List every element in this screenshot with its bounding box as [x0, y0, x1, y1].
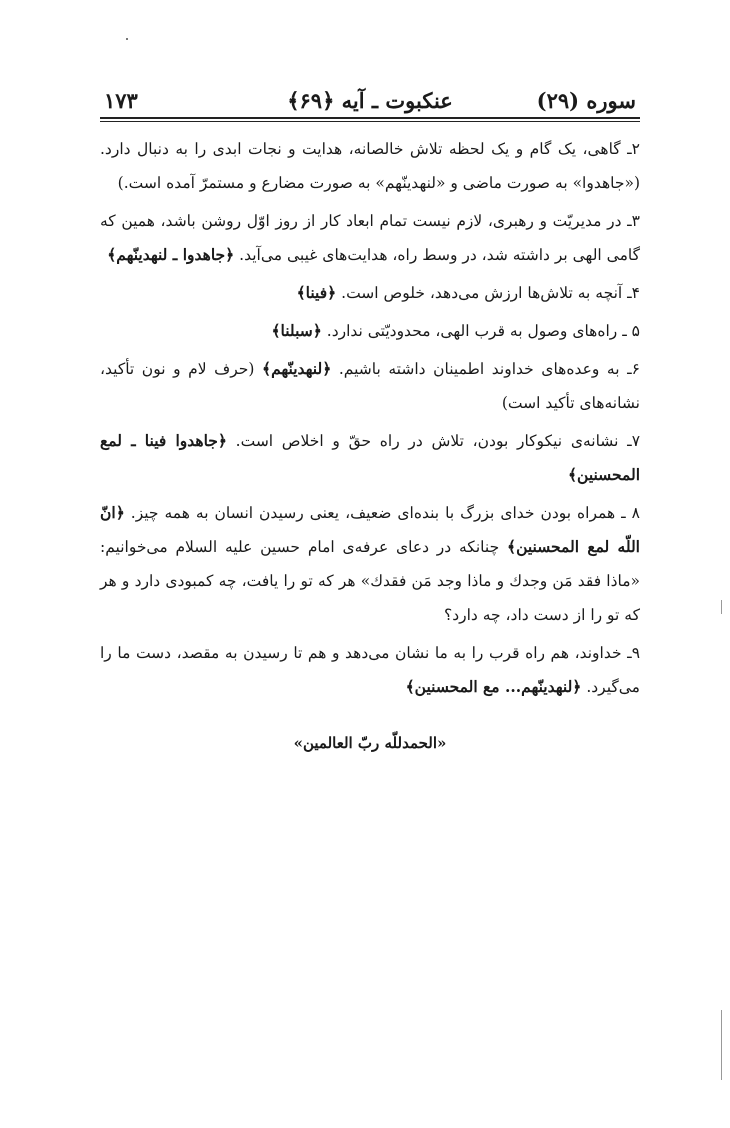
list-item: ۷ـ نشانه‌ی نیکوکار بودن، تلاش در راه حقّ و اخلاص است. ﴿جاهدوا فینا ـ لمع المحسنین﴾: [100, 431, 641, 484]
quran-quote: ﴿انّ اللّه لمع المحسنین﴾: [100, 503, 640, 556]
list-item: ۵ ـ راه‌های وصول به قرب الهی، محدودیّتی ندارد. ﴿سبلنا﴾: [271, 321, 640, 340]
quran-quote: ﴿لنهدینّهم... مع المحسنین﴾: [405, 677, 582, 696]
quran-quote: ﴿جاهدوا ـ لنهدینّهم﴾: [107, 245, 235, 264]
header-title: عنکبوت ـ آیه ﴿۶۹﴾: [287, 88, 453, 113]
page-body: [100, 88, 640, 752]
quran-quote: ﴿جاهدوا فینا ـ لمع المحسنین﴾: [100, 431, 640, 484]
quran-quote: ﴿فینا﴾: [296, 283, 337, 302]
quran-quote: ﴿سبلنا﴾: [271, 321, 322, 340]
surah-label: سوره (۲۹): [536, 88, 636, 113]
list-item: ۳ـ در مدیریّت و رهبری، لازم نیست تمام ابعاد کار از روز اوّل روشن باشد، همین که گامی الهی بر داشته شد، در وسط راه، هدایت‌های غیبی می‌آید. ﴿جاهدوا ـ لنهدینّهم﴾: [100, 212, 640, 264]
scan-edge-mark: [721, 600, 722, 614]
list-item: ۲ـ گاهی، یک گام و یک لحظه تلاش خالصانه، هدایت و نجات ابدی را به دنبال دارد. («جاهدوا» به صورت ماضی و «لنهدینّهم» به صورت مضارع و مستمرّ آمده است.): [100, 140, 640, 192]
page-number: ۱۷۳: [104, 88, 138, 113]
header-rule: [100, 117, 640, 122]
list-item: ۹ـ خداوند، هم راه قرب را به ما نشان می‌دهد و هم تا رسیدن به مقصد، دست ما را می‌گیرد. ﴿لنهدینّهم... مع المحسنین﴾: [100, 644, 641, 696]
scan-dot: [126, 38, 128, 40]
quran-quote: ﴿لنهدینّهم﴾: [261, 359, 332, 378]
points-list: [100, 132, 640, 704]
list-item: ۸ ـ همراه بودن خدای بزرگ با بنده‌ای ضعیف، یعنی رسیدن انسان به همه چیز. ﴿انّ اللّه لمع المحسنین﴾ چنانکه در دعای عرفه‌ی امام حسین علیه السلام می‌خوانیم: «ماذا فقد مَن وجدك و ماذا وجد مَن فقدك» هر که تو را یافت، چه کمبودی دارد و هر که تو را از دست داد، چه دارد؟: [100, 503, 640, 624]
scan-edge-mark: [721, 1010, 722, 1080]
running-header: [100, 88, 640, 117]
list-item: ۴ـ آنچه به تلاش‌ها ارزش می‌دهد، خلوص است. ﴿فینا﴾: [296, 283, 640, 302]
closing-phrase: «الحمدللّه ربّ العالمین»: [293, 734, 447, 752]
list-item: ۶ـ به وعده‌های خداوند اطمینان داشته باشیم. ﴿لنهدینّهم﴾ (حرف لام و نون تأکید، نشانه‌های تأکید است): [100, 359, 640, 412]
